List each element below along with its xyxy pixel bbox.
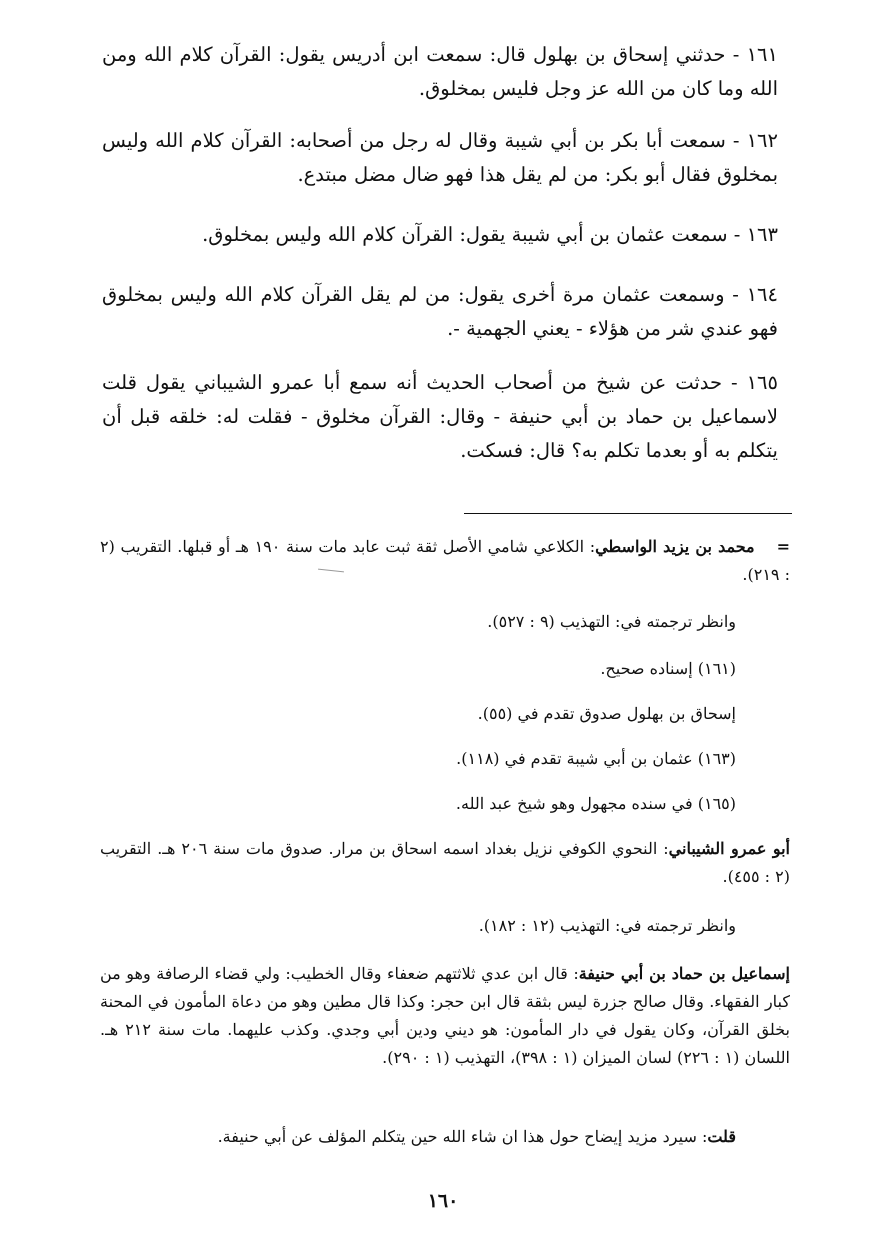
footnote-161 bbox=[136, 655, 736, 683]
footnote-qultu bbox=[136, 1123, 736, 1151]
footnote-divider bbox=[464, 513, 792, 514]
footnote-qultu-text: : سيرد مزيد إيضاح حول هذا ان شاء الله حين يتكلم المؤلف عن أبي حنيفة. bbox=[217, 1127, 708, 1146]
footnote-ismail bbox=[100, 960, 790, 1072]
footnote-qultu-label: قلت bbox=[707, 1127, 736, 1146]
footnote-tahdhib-12-text: وانظر ترجمته في: التهذيب (١٢ : ١٨٢). bbox=[478, 916, 736, 935]
narration-165 bbox=[102, 366, 778, 468]
footnote-161-text: (١٦١) إسناده صحيح. bbox=[600, 659, 736, 678]
narration-162 bbox=[102, 124, 778, 192]
narration-164 bbox=[102, 278, 778, 346]
narration-161-text: ١٦١ - حدثني إسحاق بن بهلول قال: سمعت ابن أدريس يقول: القرآن كلام الله ومن الله وما كان من الله عز وجل فليس بمخلوق. bbox=[102, 43, 778, 100]
narration-163-text: ١٦٣ - سمعت عثمان بن أبي شيبة يقول: القرآن كلام الله وليس بمخلوق. bbox=[202, 223, 778, 246]
footnote-163-text: (١٦٣) عثمان بن أبي شيبة تقدم في (١١٨). bbox=[456, 749, 736, 768]
footnote-ishaq-text: إسحاق بن بهلول صدوق تقدم في (٥٥). bbox=[477, 704, 736, 723]
narration-163 bbox=[102, 218, 778, 252]
footnote-tahdhib-12 bbox=[136, 912, 736, 940]
footnote-ismail-text: : قال ابن عدي ثلاثتهم ضعفاء وقال الخطيب: ولي قضاء الرصافة وهو من كبار الفقهاء. وقال صالح جزرة ليس بثقة قال ابن حجر: وكذا قال مطين وهو من دعاة المأمون في المحنة بخلق القرآن، وكان يقول في دار المأمون: هو ديني ودين أبي وجدي. وكذب عليهما. مات سنة ٢١٢ هـ. اللسان (١ : ٢٢٦) لسان الميزان (١ : ٣٩٨)، التهذيب (١ : ٢٩٠). bbox=[100, 964, 791, 1067]
footnote-ishaq bbox=[136, 700, 736, 728]
footnote-wasiti-text: : الكلاعي شامي الأصل ثقة ثبت عابد مات سنة ١٩٠ هـ أو قبلها. التقريب (٢ : ٢١٩). bbox=[100, 537, 790, 584]
footnote-tahdhib-9-text: وانظر ترجمته في: التهذيب (٩ : ٥٢٧). bbox=[487, 612, 736, 631]
footnote-165 bbox=[136, 790, 736, 818]
narration-164-text: ١٦٤ - وسمعت عثمان مرة أخرى يقول: من لم يقل القرآن كلام الله وليس بمخلوق فهو عندي شر من هؤلاء - يعني الجهمية -. bbox=[102, 283, 778, 340]
narration-161 bbox=[102, 38, 778, 106]
narration-165-text: ١٦٥ - حدثت عن شيخ من أصحاب الحديث أنه سمع أبا عمرو الشيباني يقول قلت لاسماعيل بن حماد بن أبي حنيفة - وقال: القرآن مخلوق - فقلت له: خلقه قبل أن يتكلم به أو بعدما تكلم به؟ قال: فسكت. bbox=[102, 371, 778, 462]
narration-162-text: ١٦٢ - سمعت أبا بكر بن أبي شيبة وقال له رجل من أصحابه: القرآن كلام الله وليس بمخلوق فقال أبو بكر: من لم يقل هذا فهو ضال مضل مبتدع. bbox=[102, 129, 778, 186]
footnote-wasiti-name: محمد بن يزيد الواسطي bbox=[595, 537, 755, 556]
footnote-165-text: (١٦٥) في سنده مجهول وهو شيخ عبد الله. bbox=[455, 794, 736, 813]
continuation-mark: = bbox=[776, 537, 791, 556]
footnote-wasiti bbox=[100, 533, 790, 589]
footnote-shaybani-name: أبو عمرو الشيباني bbox=[668, 839, 790, 858]
page-number: ١٦٠ bbox=[427, 1190, 459, 1212]
footnote-ismail-name: إسماعيل بن حماد بن أبي حنيفة bbox=[578, 964, 790, 983]
footnote-shaybani-text: : النحوي الكوفي نزيل بغداد اسمه اسحاق بن مرار. صدوق مات سنة ٢٠٦ هـ. التقريب (٢ : ٤٥٥). bbox=[100, 839, 790, 886]
footnote-163 bbox=[136, 745, 736, 773]
footnote-tahdhib-9 bbox=[136, 608, 736, 636]
footnote-shaybani bbox=[100, 835, 790, 891]
